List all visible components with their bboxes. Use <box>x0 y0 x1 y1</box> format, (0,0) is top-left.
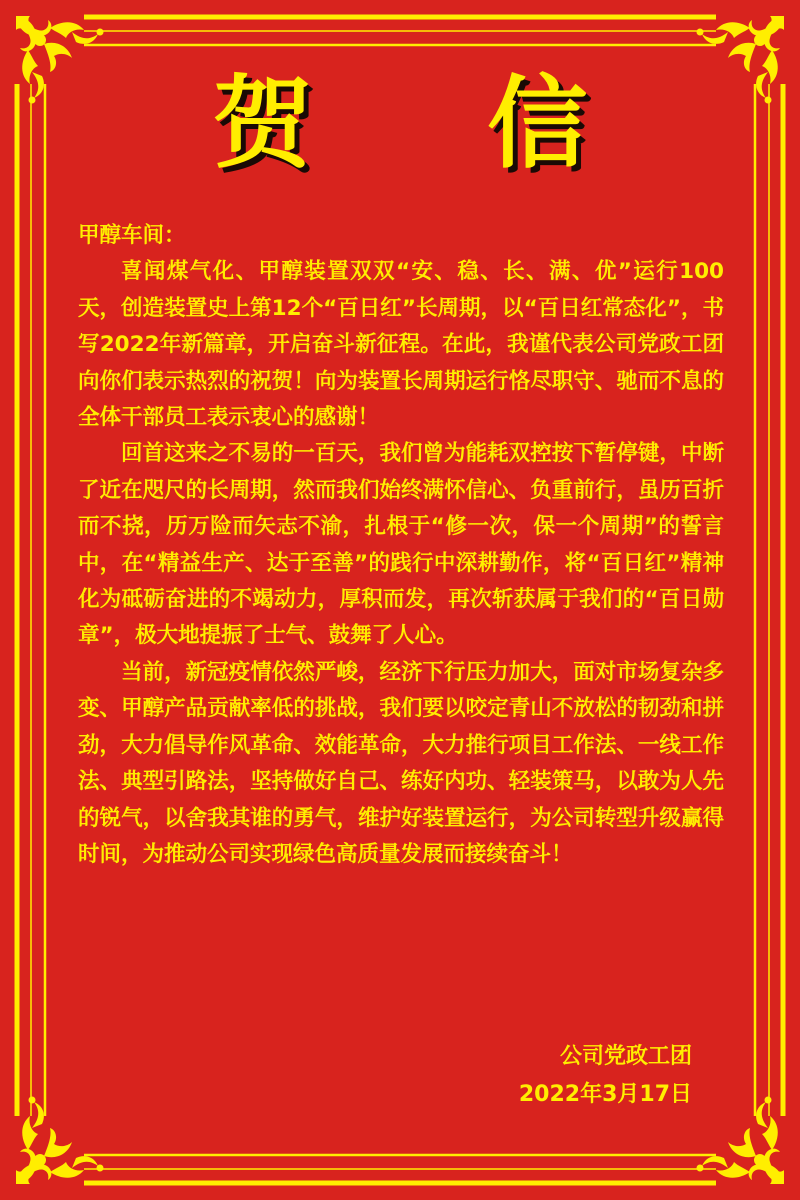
paragraph-1: 喜闻煤气化、甲醇装置双双“安、稳、长、满、优”运行100天，创造装置史上第12个“百日红”长周期，以“百日红常态化”，书写2022年新篇章，开启奋斗新征程。在此，我谨代表公司党政工团向你们表示热烈的祝贺！向为装置长周期运行恪尽职守、驰而不息的全体干部员工表示衷心的感谢！ <box>78 259 724 431</box>
corner-ornament-bottom-left <box>14 1097 104 1187</box>
letter-body <box>78 218 724 873</box>
paragraph-3: 当前，新冠疫情依然严峻，经济下行压力加大，面对市场复杂多变、甲醇产品贡献率低的挑战，我们要以咬定青山不放松的韧劲和拼劲，大力倡导作风革命、效能革命，大力推行项目工作法、一线工作法、典型引路法，坚持做好自己、练好内功、轻装策马，以敢为人先的锐气，以舍我其谁的勇气，维护好装置运行，为公司转型升级赢得时间，为推动公司实现绿色高质量发展而接续奋斗！ <box>78 659 724 867</box>
corner-ornament-bottom-right <box>697 1097 787 1187</box>
paragraph-2: 回首这来之不易的一百天，我们曾为能耗双控按下暂停键，中断了近在咫尺的长周期，然而我们始终满怀信心、负重前行，虽历百折而不挠，历万险而矢志不渝，扎根于“修一次，保一个周期”的誓言中，在“精益生产、达于至善”的践行中深耕勤作，将“百日红”精神化为砥砺奋进的不竭动力，厚积而发，再次斩获属于我们的“百日勋章”，极大地提振了士气、鼓舞了人心。 <box>78 441 724 649</box>
letter-title: 贺 信 <box>212 64 658 182</box>
sender: 公司党政工团 <box>559 1044 692 1069</box>
date: 2022年3月17日 <box>518 1082 692 1107</box>
signature-block <box>519 1038 692 1114</box>
salutation: 甲醇车间： <box>78 223 186 248</box>
